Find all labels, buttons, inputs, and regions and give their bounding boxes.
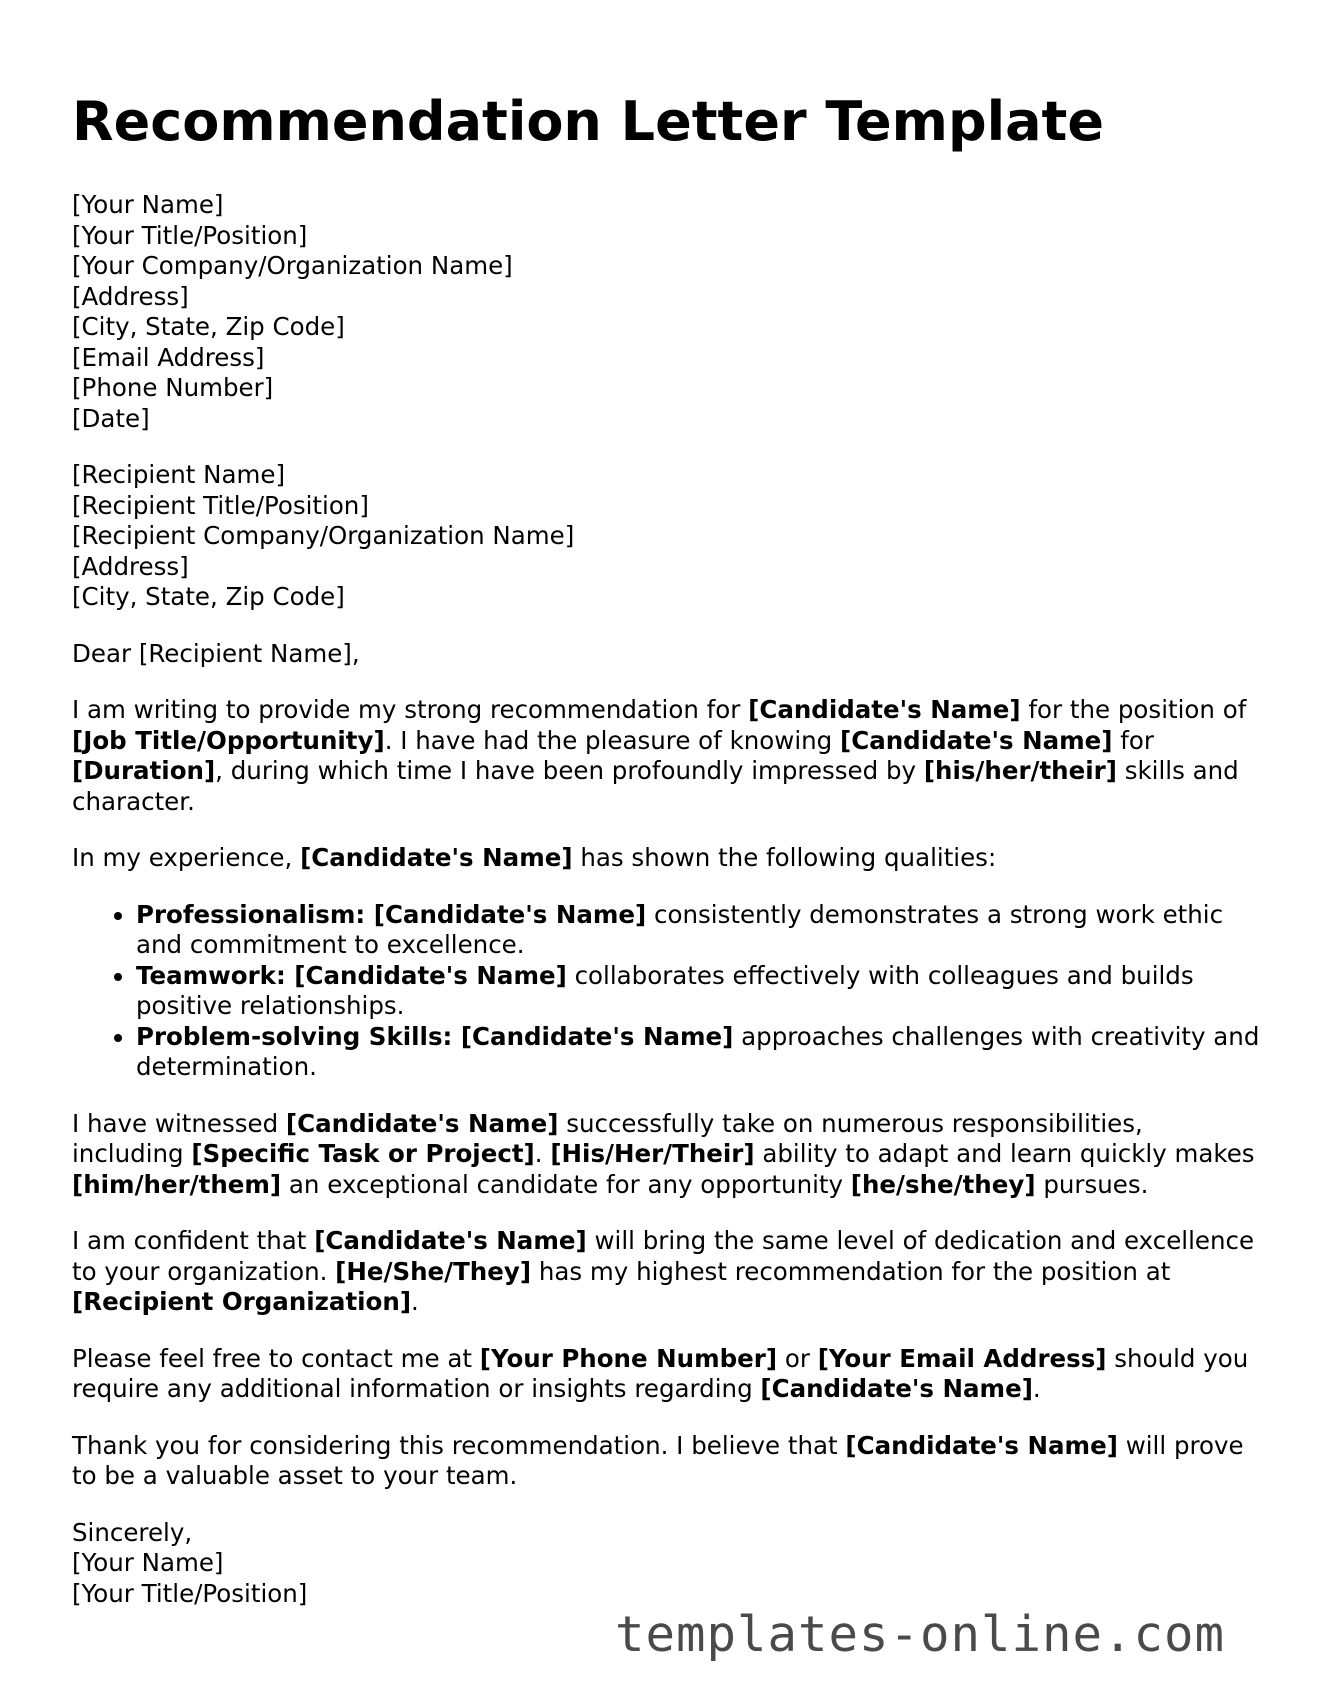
text-run: will prove to be a valuable asset to your team. — [72, 1430, 1244, 1490]
placeholder-bold: [Candidate's Name] — [748, 695, 1021, 724]
recipient-name: [Recipient Name] — [72, 460, 286, 489]
recipient-block — [72, 460, 1262, 613]
text-run: pursues. — [1035, 1169, 1149, 1199]
page-title: Recommendation Letter Template — [72, 90, 1104, 153]
placeholder-bold: [Your Phone Number] — [479, 1343, 778, 1373]
placeholder-bold: [Candidate's Name] — [845, 1430, 1118, 1460]
watermark: templates-online.com — [615, 1606, 1226, 1663]
text-run: I am confident that — [72, 1226, 315, 1255]
recipient-title: [Recipient Title/Position] — [72, 490, 369, 520]
recipient-company: [Recipient Company/Organization Name] — [72, 521, 575, 550]
intro-paragraph — [72, 695, 1262, 817]
text-run: I have witnessed — [72, 1108, 286, 1138]
text-run: , during which time I have been profoundly impressed by — [215, 756, 924, 785]
placeholder-bold: [him/her/them] — [72, 1169, 282, 1199]
placeholder-bold: [Candidate's Name] — [314, 1226, 587, 1255]
list-item — [136, 961, 1262, 1022]
text-run: will bring the same level of dedication and excellence to your organization. — [72, 1226, 1255, 1286]
list-item — [136, 900, 1262, 961]
text-run: has my highest recommendation for the position at — [531, 1256, 1171, 1286]
text-run: . I have had the pleasure of knowing — [384, 725, 841, 755]
text-run: . — [1032, 1374, 1041, 1403]
quality-text: consistently demonstrates a strong work ethic and commitment to excellence. — [136, 899, 1224, 959]
quality-text: collaborates effectively with colleagues and builds positive relationships. — [136, 960, 1194, 1020]
text-run: for — [1112, 725, 1154, 755]
sender-address: [Address] — [72, 281, 189, 311]
quality-label: Teamwork: [Candidate's Name] — [136, 960, 567, 990]
signature-name: [Your Name] — [72, 1548, 224, 1577]
text-run: . — [534, 1139, 551, 1168]
placeholder-bold: [Recipient Organization] — [72, 1287, 412, 1316]
sender-date: [Date] — [72, 403, 150, 433]
closing-word: Sincerely, — [72, 1517, 193, 1547]
sender-company: [Your Company/Organization Name] — [72, 251, 513, 280]
quality-label: Problem-solving Skills: [Candidate's Name] — [136, 1021, 734, 1051]
placeholder-bold: [Your Email Address] — [817, 1343, 1107, 1373]
thanks-paragraph — [72, 1431, 1262, 1492]
text-run: skills and character. — [72, 756, 1239, 816]
qualities-list — [72, 900, 1262, 1083]
text-run: for the position of — [1020, 695, 1247, 724]
placeholder-bold: [Candidate's Name] — [285, 1108, 559, 1138]
placeholder-bold: [he/she/they] — [850, 1169, 1036, 1199]
sender-city: [City, State, Zip Code] — [72, 312, 345, 341]
text-run: an exceptional candidate for any opportunity — [281, 1169, 851, 1199]
sender-block — [72, 190, 1262, 434]
sender-title: [Your Title/Position] — [72, 220, 308, 250]
placeholder-bold: [Specific Task or Project] — [191, 1139, 535, 1168]
salutation: Dear [Recipient Name], — [72, 638, 360, 668]
text-run: I am writing to provide my strong recommendation for — [72, 695, 749, 724]
letter-body — [72, 190, 1262, 1635]
text-run: should you require any additional information or insights regarding — [72, 1343, 1249, 1403]
text-run: Thank you for considering this recommendation. I believe that — [72, 1430, 846, 1460]
text-run: successfully take on numerous responsibilities, including — [72, 1108, 1143, 1168]
text-run: has shown the following qualities: — [572, 843, 997, 872]
witness-paragraph — [72, 1109, 1262, 1201]
placeholder-bold: [Candidate's Name] — [760, 1374, 1033, 1403]
placeholder-bold: [Job Title/Opportunity] — [72, 725, 385, 755]
recipient-address: [Address] — [72, 551, 189, 581]
quality-label: Professionalism: [Candidate's Name] — [136, 899, 647, 929]
text-run: ability to adapt and learn quickly makes — [754, 1139, 1255, 1168]
placeholder-bold: [He/She/They] — [335, 1256, 532, 1286]
list-item — [136, 1022, 1262, 1083]
confident-paragraph — [72, 1226, 1262, 1318]
placeholder-bold: [Candidate's Name] — [840, 725, 1113, 755]
text-run: In my experience, — [72, 843, 301, 872]
text-run: or — [777, 1343, 818, 1373]
text-run: Please feel free to contact me at — [72, 1343, 480, 1373]
sender-name: [Your Name] — [72, 190, 224, 219]
closing-block — [72, 1518, 1262, 1610]
placeholder-bold: [his/her/their] — [923, 756, 1117, 785]
sender-email: [Email Address] — [72, 342, 265, 372]
text-run: . — [411, 1287, 419, 1316]
sender-phone: [Phone Number] — [72, 373, 274, 402]
placeholder-bold: [Candidate's Name] — [300, 843, 573, 872]
signature-title: [Your Title/Position] — [72, 1578, 308, 1608]
recipient-city: [City, State, Zip Code] — [72, 582, 345, 611]
placeholder-bold: [His/Her/Their] — [550, 1139, 755, 1168]
contact-paragraph — [72, 1344, 1262, 1405]
quality-text: approaches challenges with creativity and determination. — [136, 1021, 1260, 1081]
placeholder-bold: [Duration] — [72, 756, 216, 785]
qualities-intro — [72, 843, 1262, 874]
